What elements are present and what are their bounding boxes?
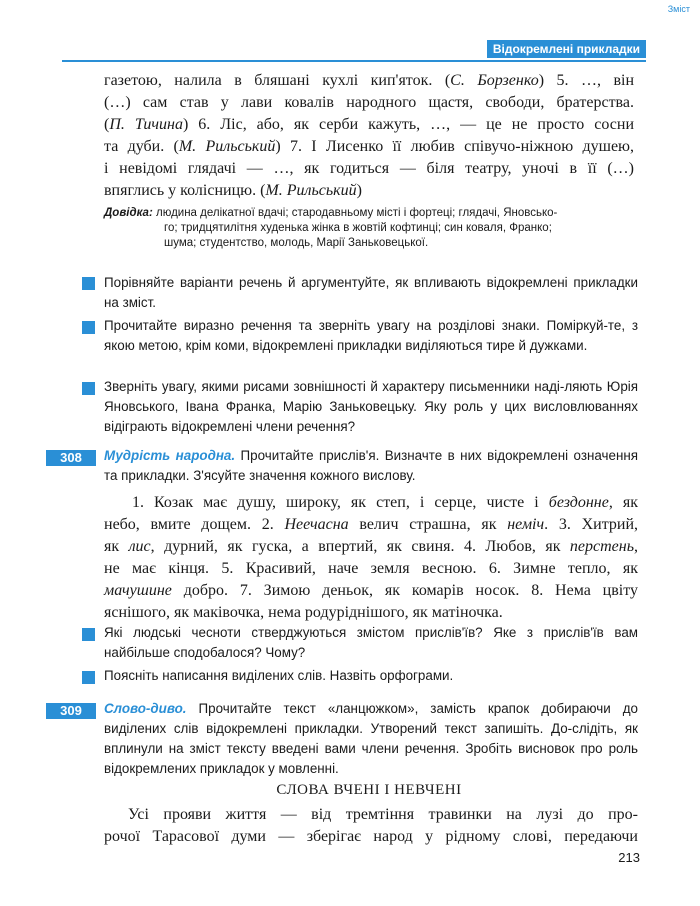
story-text: Усі прояви життя — від тремтіння травинки на лузі до про- рочої Тарасової думи — зберігає народ у рідному слові, передаючи: [104, 806, 638, 845]
section-title: Відокремлені прикладки: [487, 40, 646, 58]
page-number: 213: [618, 850, 640, 865]
exercise-title: Слово-диво.: [104, 701, 187, 716]
task-marker-icon: [82, 628, 95, 641]
task-item: Зверніть увагу, якими рисами зовнішності й характеру письменники наді-ляють Юрія Яновського, Івана Франка, Марію Заньковецьку. Яку роль у цих висловлюваннях відіграють відокремлені члени речення?: [104, 379, 638, 434]
contents-link[interactable]: Зміст: [667, 4, 690, 14]
task-item: Поясніть написання виділених слів. Назвіть орфограми.: [104, 668, 454, 683]
exercise-number: 309: [46, 703, 96, 719]
story-title: СЛОВА ВЧЕНІ І НЕВЧЕНІ: [276, 782, 462, 798]
task-marker-icon: [82, 277, 95, 290]
task-item: Порівняйте варіанти речень й аргументуйте, як впливають відокремлені прикладки на зміст.: [104, 275, 638, 310]
exercise-309-instructions: Слово-диво. Прочитайте текст «ланцюжком», замість крапок добираючи до виділених слів відокремлені прикладки. Утворений текст запишіть. До-слідіть, як вплинули на зміст тексту введені вами члени речення. Зробіть висновок про роль відокремлених прикладок у мовленні.: [104, 701, 638, 776]
exercise-308-instructions: Мудрість народна. Прочитайте прислів'я. Визначте в них відокремлені означення та прикладки. З'ясуйте значення кожного вислову.: [104, 448, 638, 483]
running-header: [62, 42, 646, 62]
exercise-continuation: газетою, налила в бляшані кухлі кип'яток. (С. Борзенко) 5. …, він (…) сам став у лави ковалів народного щастя, свободи, братерства. (П. Тичина) 6. Ліс, або, як серби кажуть, …, — це не просто сосни та дуби. (М. Рильський) 7. І Лисенко її любив співучо-ніжною душею, і невідомі глядачі — …, як годиться — біля театру, уночі в її (…) впяглись у колісницю. (М. Рильський): [104, 72, 635, 199]
task-item: Прочитайте виразно речення та зверніть увагу на розділові знаки. Поміркуй-те, з якою метою, крім коми, відокремлені прикладки виділяються тире й дужками.: [104, 318, 638, 353]
exercise-number: 308: [46, 450, 96, 466]
exercise-title: Мудрість народна.: [104, 448, 236, 463]
proverbs: 1. Козак має душу, широку, як степ, і серце, чисте і бездонне, як небо, вмите дощем. 2. Неечасна велич страшна, як неміч. 3. Хитрий, як лис, дурний, як гуска, а впертий, як свиня. 4. Любов, як перстень, не має кінця. 5. Красивий, наче земля весною. 6. Зимне тепло, як мачушине добро. 7. Зимою деньок, як комарів носок. 8. Нема цвіту яснішого, як маківочка, нема родуріднішого, як матіночка.: [104, 494, 639, 621]
task-item: Які людські чесноти стверджуються змістом прислів'їв? Яке з прислів'їв вам найбільше сподобалося? Чому?: [104, 625, 638, 660]
task-marker-icon: [82, 321, 95, 334]
hint-label: Довідка:: [104, 207, 153, 219]
task-marker-icon: [82, 382, 95, 395]
hint-block: Довідка: людина делікатної вдачі; стародавньому місті і фортеці; глядачі, Яновсько- го; тридцятилітня худенька жінка в жовтій кофтинці; син коваля, Франко; шума; студентство, молодь, Марії Заньковецької.: [104, 207, 558, 249]
task-marker-icon: [82, 671, 95, 684]
